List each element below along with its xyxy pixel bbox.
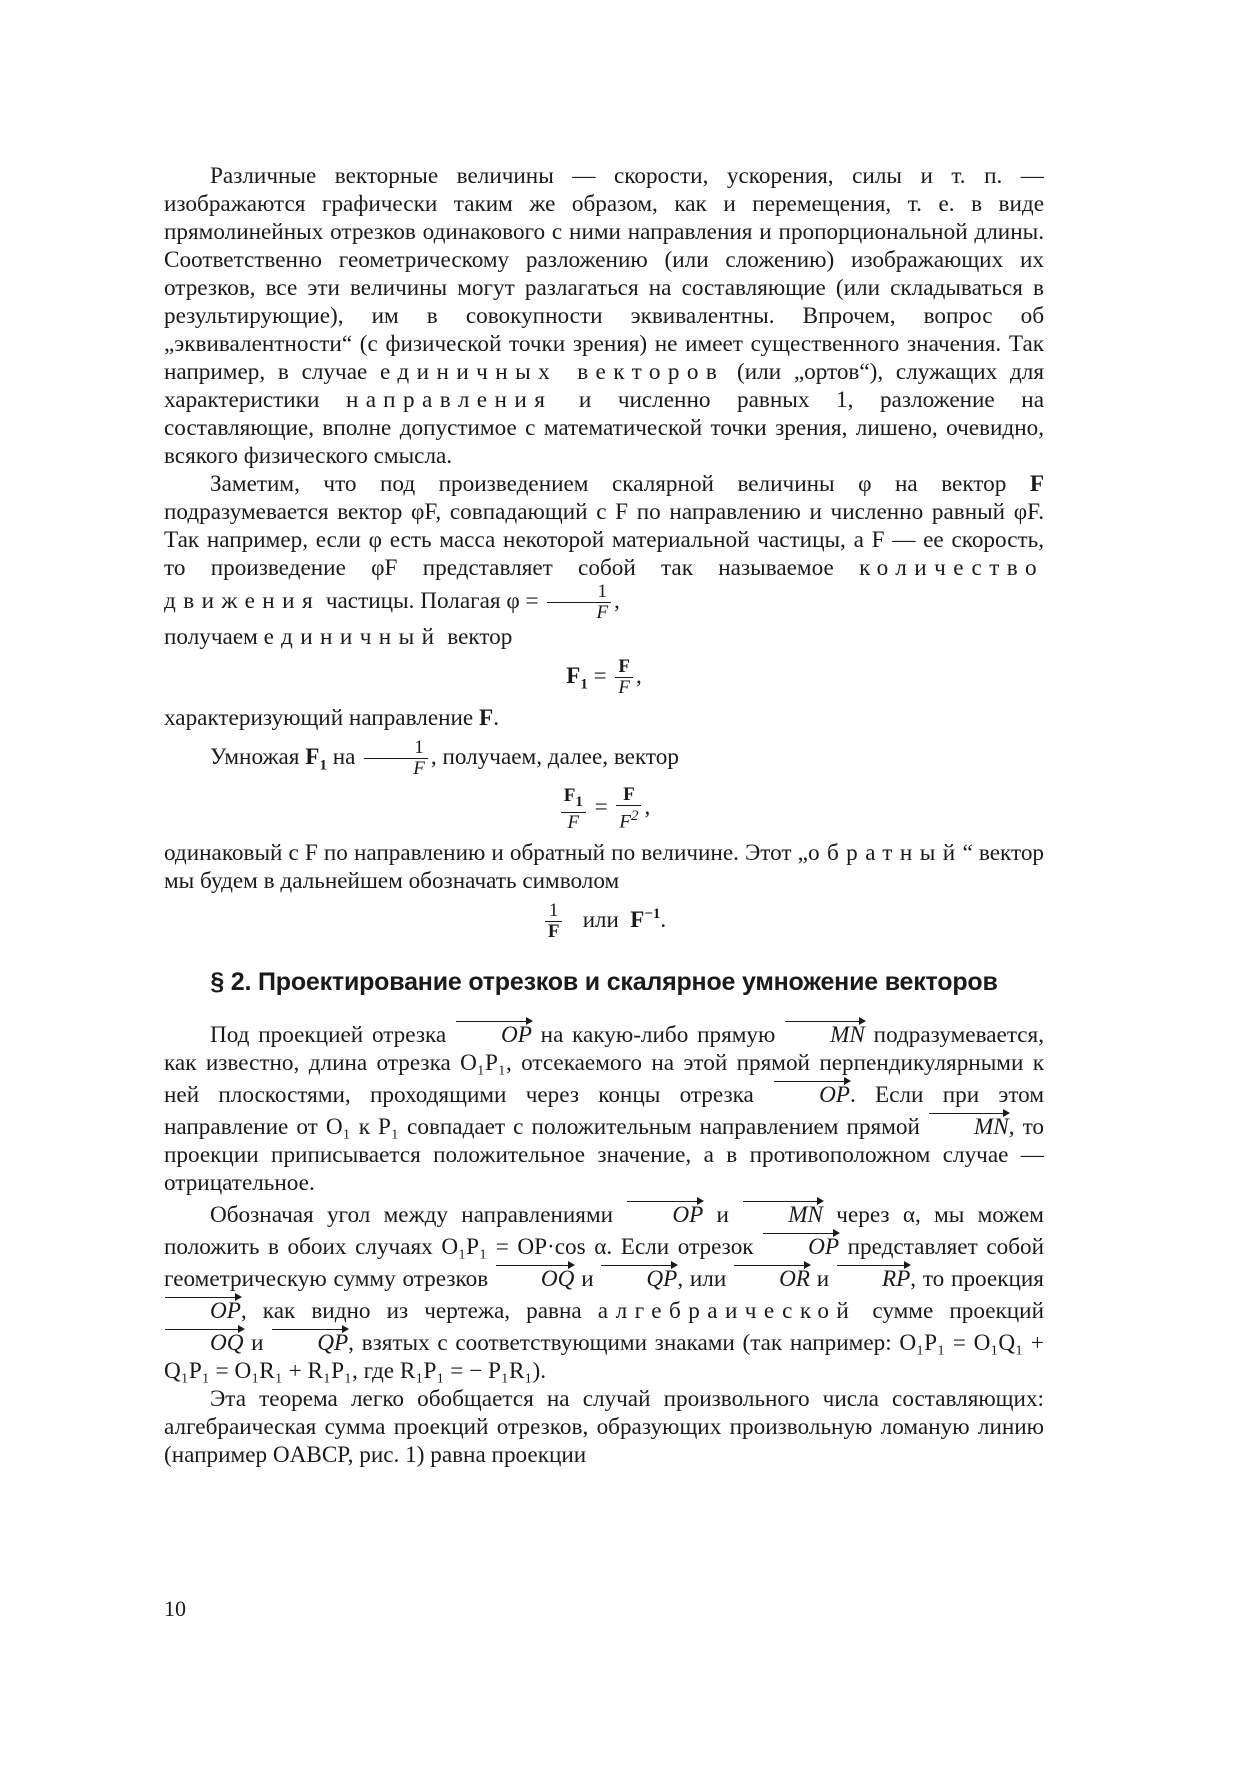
paragraph-1: Различные векторные величины — скорости, ускорения, силы и т. п. — изображаются графически таким же образом, как и перемещения, т. е. в виде прямолинейных отрезков одинакового с ними направления и пропорциональной длины. Соответственно геометрическому разложению (или сложению) изображающих их отрезков, все эти величины могут разлагаться на составляющие (или складываться в результирующие), им в совокупности эквивалентны. Впрочем, вопрос об „эквивалентности“ (с физической точки зрения) не имеет существенного значения. Так например, в случае единичных векторов (или „ортов“), служащих для характеристики направления и численно равных 1, разложение на составляющие, вполне допустимое с математической точки зрения, лишено, очевидно, всякого физического смысла. [164,163,1045,469]
vector-rp: RP [836,1261,910,1293]
paragraph-3: получаем единичный вектор [164,624,513,650]
vector-qp: QP [271,1325,348,1357]
vector-op: OP [164,1293,241,1325]
spaced-term: обратный [807,839,963,866]
fraction: $\frac{1}{F}$ [545,901,563,942]
vector-op: OP [455,1017,532,1049]
vector-qp: QP [600,1261,677,1293]
fraction: $\frac{F}{F}$ [615,657,633,698]
fraction: $\frac{F_1}{F}$ [561,786,586,833]
fraction: $\frac{1}{F}$ [364,738,428,779]
paragraph-7: Под проекцией отрезка OP на какую-либо прямую MN подразумевается, как известно, длина отрезка O₁P₁, отсекаемого на этой прямой перпендикулярными к ней плоскостями, проходящими через концы отрезка OP. Если при этом направление от O₁ к P₁ совпадает с положительным направлением прямой MN, то проекции приписывается положительное значение, а в противоположном случае — отрицательное. [164,1017,1044,1197]
vector-oq: OQ [495,1261,575,1293]
fraction: $\frac{1}{F}$ [547,582,611,623]
paragraph-4: характеризующий направление F. [164,705,499,731]
paragraph-6: одинаковый с F по направлению и обратный по величине. Этот „обратный“ вектор мы будем в дальнейшем обозначать символом [164,839,1045,894]
page-number: 10 [164,1596,186,1621]
vector-mn: MN [784,1017,865,1049]
page-body [164,162,1044,1469]
spaced-term: единичных векторов [380,359,725,385]
paragraph-8: Обозначая угол между направлениями OP и MN через α, мы можем положить в обоих случаях O₁P₁ = OP·cos α. Если отрезок OP представляет собой геометрическую сумму отрезков OQ и QP, или OR и RP, то проекция OP, как видно из чертежа, равна алгебраической сумме проекций OQ и QP, взятых с соответствующими знаками (так например: O₁P₁ = O₁Q₁ + Q₁P₁ = O₁R₁ + R₁P₁, где R₁P₁ = − P₁R₁). [164,1197,1044,1385]
vector-op: OP [773,1077,850,1109]
spaced-term: направления [345,387,553,413]
equation-1: $F_1$ = $\frac{F}{F}$ , [566,656,642,698]
vector-op: OP [626,1197,703,1229]
section-title: § 2. Проектирование отрезков и скалярное умножение векторов [210,967,998,996]
vector-mn: MN [928,1109,1009,1141]
spaced-term: количество движения [164,555,1044,614]
paragraph-2: Заметим, что под произведением скалярной величины φ на вектор F подразумевается вектор φF, совпадающий с F по направлению и численно равный φF. Так например, если φ есть масса некоторой материальной частицы, а F — ее скорость, то произведение φF представляет собой так называемое количество движения частицы. Полагая φ = $\frac{1}{F}$ , [164,471,1044,623]
spaced-term: алгебраической [597,1297,857,1324]
vector-op: OP [762,1229,839,1261]
spaced-term: единичный [263,624,442,650]
paragraph-5: Умножая $F_1$ на $\frac{1}{F}$ , получаем, далее, вектор [210,737,679,779]
equation-2: $\frac{F_1}{F}$ = $\frac{F}{F^2}$ , [164,785,1044,832]
equation-3: $\frac{1}{F}$ или $F^{-1}$. [164,901,1044,942]
vector-or: OR [733,1261,810,1293]
fraction: $\frac{F}{F^2}$ [616,785,641,832]
vector-mn: MN [742,1197,823,1229]
paragraph-9: Эта теорема легко обобщается на случай произвольного числа составляющих: алгебраическая сумма проекций отрезков, образующих произвольную ломаную линию (например OABCP, рис. 1) равна проекции [164,1385,1044,1468]
vector-oq: OQ [164,1325,244,1357]
